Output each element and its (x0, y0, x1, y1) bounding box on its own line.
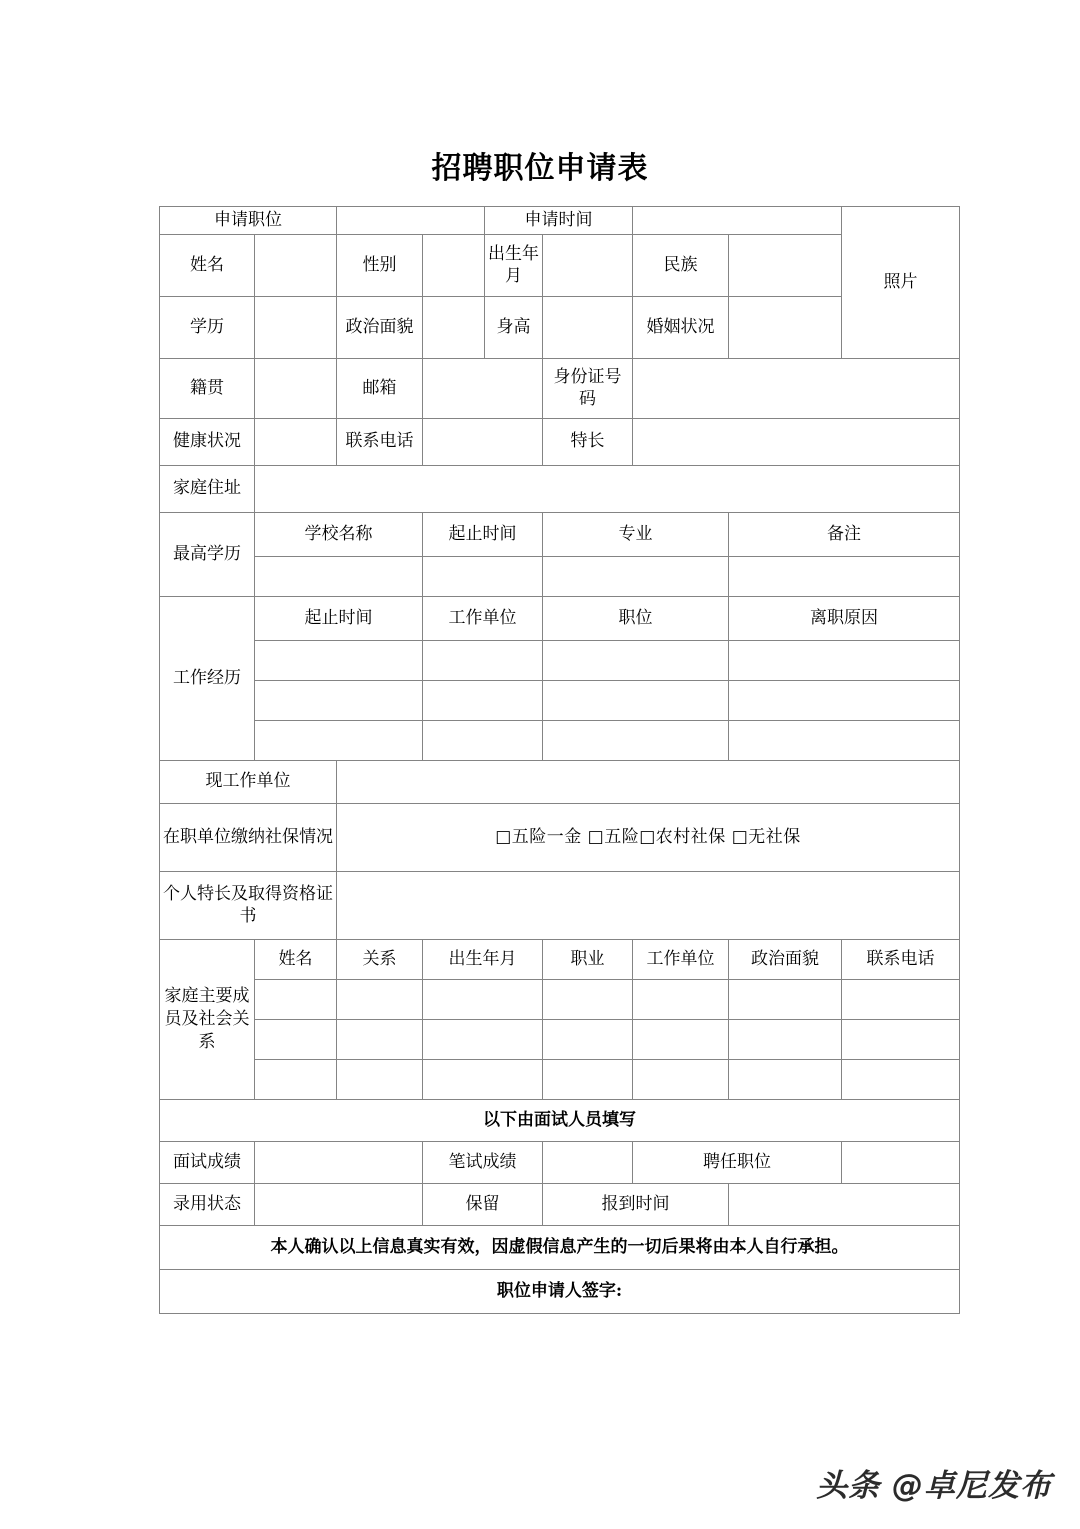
table-row-family-headers (160, 939, 960, 979)
family-cell-occupation[interactable] (543, 979, 633, 1019)
gender-field[interactable] (423, 234, 485, 296)
hire-status-field[interactable] (255, 1183, 423, 1225)
family-header-occupation: 职业 (543, 939, 633, 979)
family-cell-phone[interactable] (842, 1019, 960, 1059)
social-security-label: 在职单位缴纳社保情况 (160, 803, 337, 871)
native-place-label: 籍贯 (160, 358, 255, 418)
specialty-label: 特长 (543, 418, 633, 465)
email-field[interactable] (423, 358, 543, 418)
phone-label: 联系电话 (337, 418, 423, 465)
specialty-field[interactable] (633, 418, 960, 465)
edu-cell-period[interactable] (423, 556, 543, 596)
hire-status-label: 录用状态 (160, 1183, 255, 1225)
ethnicity-label: 民族 (633, 234, 729, 296)
health-field[interactable] (255, 418, 337, 465)
home-address-label: 家庭住址 (160, 465, 255, 512)
highest-education-label: 最高学历 (160, 512, 255, 596)
family-header-political: 政治面貌 (729, 939, 842, 979)
work-header-reason: 离职原因 (729, 596, 960, 640)
name-field[interactable] (255, 234, 337, 296)
interview-score-field[interactable] (255, 1141, 423, 1183)
apply-position-label: 申请职位 (160, 207, 337, 235)
work-header-position: 职位 (543, 596, 729, 640)
family-cell-name[interactable] (255, 979, 337, 1019)
family-cell-political[interactable] (729, 979, 842, 1019)
table-row-signature (160, 1269, 960, 1313)
photo-label: 照片 (842, 207, 960, 359)
family-cell-relation[interactable] (337, 1019, 423, 1059)
family-header-relation: 关系 (337, 939, 423, 979)
family-cell-employer[interactable] (633, 1059, 729, 1099)
phone-field[interactable] (423, 418, 543, 465)
edu-header-major: 专业 (543, 512, 729, 556)
name-label: 姓名 (160, 234, 255, 296)
table-row-family-entry (160, 979, 960, 1019)
apply-time-field[interactable] (633, 207, 842, 235)
gender-label: 性别 (337, 234, 423, 296)
personal-certificate-field[interactable] (337, 871, 960, 939)
family-cell-political[interactable] (729, 1019, 842, 1059)
declaration-text: 本人确认以上信息真实有效，因虚假信息产生的一切后果将由本人自行承担。 (160, 1225, 960, 1269)
page-title: 招聘职位申请表 (431, 151, 649, 186)
social-security-options[interactable]: □五险一金 □五险□农村社保 □无社保 (337, 803, 960, 871)
table-row-declaration (160, 1225, 960, 1269)
signature-label: 职位申请人签字: (160, 1269, 960, 1313)
family-cell-birth[interactable] (423, 979, 543, 1019)
family-cell-phone[interactable] (842, 979, 960, 1019)
education-label: 学历 (160, 296, 255, 358)
edu-cell-remark[interactable] (729, 556, 960, 596)
table-row-family-entry (160, 1059, 960, 1099)
table-row-family-entry (160, 1019, 960, 1059)
work-cell-employer[interactable] (423, 720, 543, 760)
political-label: 政治面貌 (337, 296, 423, 358)
family-header-birth: 出生年月 (423, 939, 543, 979)
birth-label: 出生年月 (485, 234, 543, 296)
interview-notice: 以下由面试人员填写 (160, 1099, 960, 1141)
edu-header-school: 学校名称 (255, 512, 423, 556)
home-address-field[interactable] (255, 465, 960, 512)
table-row-health (160, 418, 960, 465)
work-header-period: 起止时间 (255, 596, 423, 640)
family-cell-relation[interactable] (337, 979, 423, 1019)
native-place-field[interactable] (255, 358, 337, 418)
current-employer-label: 现工作单位 (160, 760, 337, 803)
family-header-phone: 联系电话 (842, 939, 960, 979)
work-cell-reason[interactable] (729, 680, 960, 720)
email-label: 邮箱 (337, 358, 423, 418)
table-row-education-basic (160, 296, 960, 358)
report-time-field[interactable] (729, 1183, 960, 1225)
work-cell-position[interactable] (543, 720, 729, 760)
ethnicity-field[interactable] (729, 234, 842, 296)
watermark: 头条 @卓尼发布 (816, 1468, 1052, 1504)
application-form (159, 206, 959, 1314)
personal-certificate-label: 个人特长及取得资格证书 (160, 871, 337, 939)
table-row-interview-notice (160, 1099, 960, 1141)
family-cell-birth[interactable] (423, 1059, 543, 1099)
family-cell-occupation[interactable] (543, 1019, 633, 1059)
family-cell-phone[interactable] (842, 1059, 960, 1099)
table-row-scores (160, 1141, 960, 1183)
table-row-home-address (160, 465, 960, 512)
family-cell-relation[interactable] (337, 1059, 423, 1099)
edu-header-remark: 备注 (729, 512, 960, 556)
marital-label: 婚姻状况 (633, 296, 729, 358)
table-row-social-security (160, 803, 960, 871)
reserve-label: 保留 (423, 1183, 543, 1225)
table-row-identity (160, 234, 960, 296)
work-cell-reason[interactable] (729, 640, 960, 680)
work-cell-period[interactable] (255, 640, 423, 680)
family-header-name: 姓名 (255, 939, 337, 979)
family-cell-occupation[interactable] (543, 1059, 633, 1099)
table-row-work-entry (160, 720, 960, 760)
family-cell-birth[interactable] (423, 1019, 543, 1059)
family-cell-name[interactable] (255, 1019, 337, 1059)
work-cell-employer[interactable] (423, 680, 543, 720)
work-cell-position[interactable] (543, 680, 729, 720)
appointed-position-field[interactable] (842, 1141, 960, 1183)
table-row-contact-id (160, 358, 960, 418)
table-row-hire-status (160, 1183, 960, 1225)
edu-header-period: 起止时间 (423, 512, 543, 556)
height-field[interactable] (543, 296, 633, 358)
table-row-work-headers (160, 596, 960, 640)
written-score-label: 笔试成绩 (423, 1141, 543, 1183)
family-header-employer: 工作单位 (633, 939, 729, 979)
work-experience-label: 工作经历 (160, 596, 255, 760)
table-row-personal-certificate (160, 871, 960, 939)
interview-score-label: 面试成绩 (160, 1141, 255, 1183)
table-row-current-employer (160, 760, 960, 803)
apply-position-field[interactable] (337, 207, 485, 235)
table-row-work-entry (160, 640, 960, 680)
health-label: 健康状况 (160, 418, 255, 465)
work-header-employer: 工作单位 (423, 596, 543, 640)
table-row-edu-headers (160, 512, 960, 556)
report-time-label: 报到时间 (543, 1183, 729, 1225)
appointed-position-label: 聘任职位 (633, 1141, 842, 1183)
work-cell-position[interactable] (543, 640, 729, 680)
table-row-apply (160, 207, 960, 235)
family-cell-employer[interactable] (633, 1019, 729, 1059)
id-number-field[interactable] (633, 358, 960, 418)
edu-cell-school[interactable] (255, 556, 423, 596)
apply-time-label: 申请时间 (485, 207, 633, 235)
marital-field[interactable] (729, 296, 842, 358)
family-cell-employer[interactable] (633, 979, 729, 1019)
edu-cell-major[interactable] (543, 556, 729, 596)
written-score-field[interactable] (543, 1141, 633, 1183)
work-cell-employer[interactable] (423, 640, 543, 680)
table-row-edu-entry (160, 556, 960, 596)
table-row-work-entry (160, 680, 960, 720)
family-cell-political[interactable] (729, 1059, 842, 1099)
family-cell-name[interactable] (255, 1059, 337, 1099)
education-field[interactable] (255, 296, 337, 358)
height-label: 身高 (485, 296, 543, 358)
birth-field[interactable] (543, 234, 633, 296)
work-cell-period[interactable] (255, 680, 423, 720)
family-members-label: 家庭主要成员及社会关系 (160, 939, 255, 1099)
work-cell-reason[interactable] (729, 720, 960, 760)
id-number-label: 身份证号码 (543, 358, 633, 418)
political-field[interactable] (423, 296, 485, 358)
application-form-table (159, 206, 960, 1314)
work-cell-period[interactable] (255, 720, 423, 760)
current-employer-field[interactable] (337, 760, 960, 803)
